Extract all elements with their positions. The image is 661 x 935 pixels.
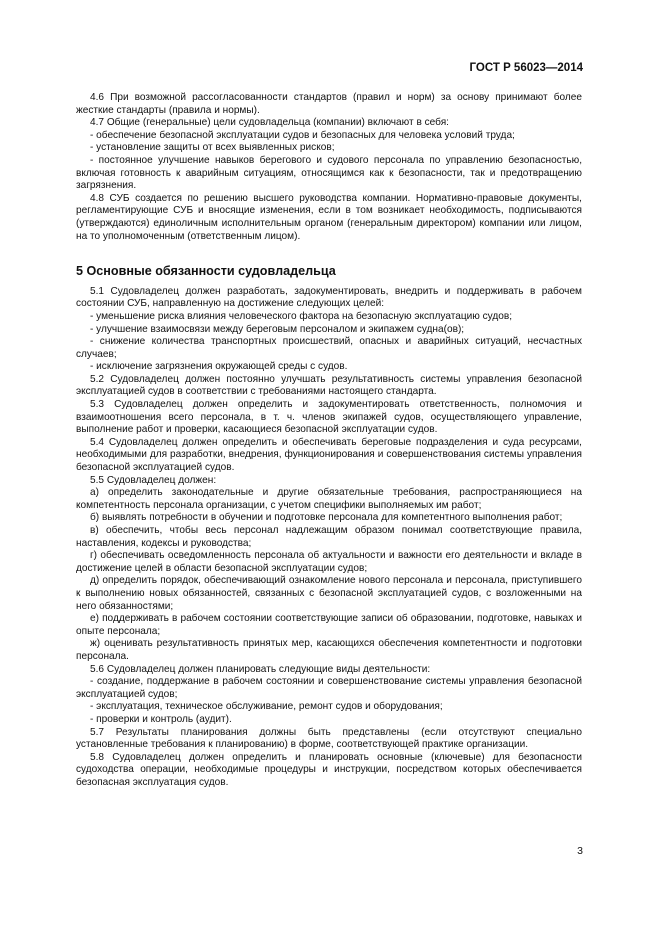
page-number: 3 xyxy=(577,845,583,857)
section-4-paragraphs xyxy=(76,92,582,243)
paragraph: - установление защиты от всех выявленных рисков; xyxy=(90,142,335,154)
paragraph: 4.8 СУБ создается по решению высшего руководства компании. Нормативно-правовые документы, регламентирующие СУБ и вносящие изменения, если в том возникает необходимость, подписываются (утверждаются) единоличным исполнительным органом (генеральным директором) компании или лицом, на то уполномоченным (ответственным лицом). xyxy=(76,192,582,242)
document-body xyxy=(76,92,582,789)
section-5-title: 5 Основные обязанности судовладельца xyxy=(76,264,336,279)
section-5-paragraphs xyxy=(76,286,582,790)
paragraph: 5.1 Судовладелец должен разработать, задокументировать, внедрить и поддерживать в рабочем состоянии СУБ, направленную на достижение следующих целей: xyxy=(76,285,582,310)
paragraph: 4.7 Общие (генеральные) цели судовладельца (компании) включают в себя: xyxy=(90,117,449,129)
paragraph: - постоянное улучшение навыков берегового и судового персонала по управлению безопасностью, включая готовность к аварийным ситуациям, относящимся как к безопасности, так и предотвращению загрязнения. xyxy=(76,154,582,192)
paragraph: 5.2 Судовладелец должен постоянно улучшать результативность системы управления безопасной эксплуатацией судов в соответствии с требованиями настоящего стандарта. xyxy=(76,373,582,398)
standard-header: ГОСТ Р 56023—2014 xyxy=(469,62,583,74)
paragraph: ж) оценивать результативность принятых мер, касающихся обеспечения компетентности и подготовки персонала. xyxy=(76,638,582,662)
spacer xyxy=(76,243,582,255)
paragraph: в) обеспечить, чтобы весь персонал надлежащим образом понимал соответствующие правила, наставления, кодексы и руководства; xyxy=(76,525,582,549)
paragraph: 5.7 Результаты планирования должны быть представлены (если отсутствуют специально установленные требования к планированию) в форме, соответствующей практике организации. xyxy=(76,726,582,751)
paragraph: - уменьшение риска влияния человеческого фактора на безопасную эксплуатацию судов; xyxy=(90,310,513,322)
paragraph: 4.6 При возможной рассогласованности стандартов (правил и норм) за основу принимают более жесткие стандарты (правила и нормы). xyxy=(76,92,582,116)
paragraph: д) определить порядок, обеспечивающий ознакомление нового персонала и персонала, приступившего к выполнению новых обязанностей, связанных с безопасной эксплуатацией судов, с возложенными на него обязанностями; xyxy=(76,575,582,612)
paragraph: 5.4 Судовладелец должен определить и обеспечивать береговые подразделения и суда ресурсами, необходимыми для разработки, внедрения, функционирования и совершенствования системы управления безопасной эксплуатацией судов. xyxy=(76,436,582,474)
paragraph: - проверки и контроль (аудит). xyxy=(90,713,232,725)
paragraph: - создание, поддержание в рабочем состоянии и совершенствование системы управления безопасной эксплуатацией судов; xyxy=(76,676,582,700)
paragraph: - улучшение взаимосвязи между береговым персоналом и экипажем судна(ов); xyxy=(90,323,465,335)
paragraph: 5.5 Судовладелец должен: xyxy=(90,474,217,486)
paragraph: б) выявлять потребности в обучении и подготовке персонала для компетентного выполнения работ; xyxy=(90,512,563,524)
paragraph: 5.6 Судовладелец должен планировать следующие виды деятельности: xyxy=(90,663,431,675)
paragraph: - обеспечение безопасной эксплуатации судов и безопасных для человека условий труда; xyxy=(90,129,515,141)
paragraph: а) определить законодательные и другие обязательные требования, распространяющиеся на компетентность персонала организации, с учетом специфики выполняемых им работ; xyxy=(76,487,582,511)
paragraph: - снижение количества транспортных происшествий, опасных и аварийных ситуаций, несчастных случаев; xyxy=(76,336,582,360)
paragraph: г) обеспечивать осведомленность персонала об актуальности и важности его деятельности и вкладе в достижение целей в области безопасной эксплуатации судов; xyxy=(76,550,582,574)
paragraph: 5.3 Судовладелец должен определить и задокументировать ответственность, полномочия и взаимоотношения всего персонала, в т. ч. членов экипажей судов, осуществляющего управление, выполнение работ и проверки, касающиеся безопасной эксплуатации судов. xyxy=(76,399,582,436)
paragraph: е) поддерживать в рабочем состоянии соответствующие записи об образовании, подготовке, навыках и опыте персонала; xyxy=(76,613,582,637)
paragraph: 5.8 Судовладелец должен определить и планировать основные (ключевые) для безопасности судоходства операции, необходимые процедуры и инструкции, посредством которых обеспечивается безопасная эксплуатация судов. xyxy=(76,751,582,788)
paragraph: - исключение загрязнения окружающей среды с судов. xyxy=(90,361,348,373)
paragraph: - эксплуатация, техническое обслуживание, ремонт судов и оборудования; xyxy=(90,701,443,713)
